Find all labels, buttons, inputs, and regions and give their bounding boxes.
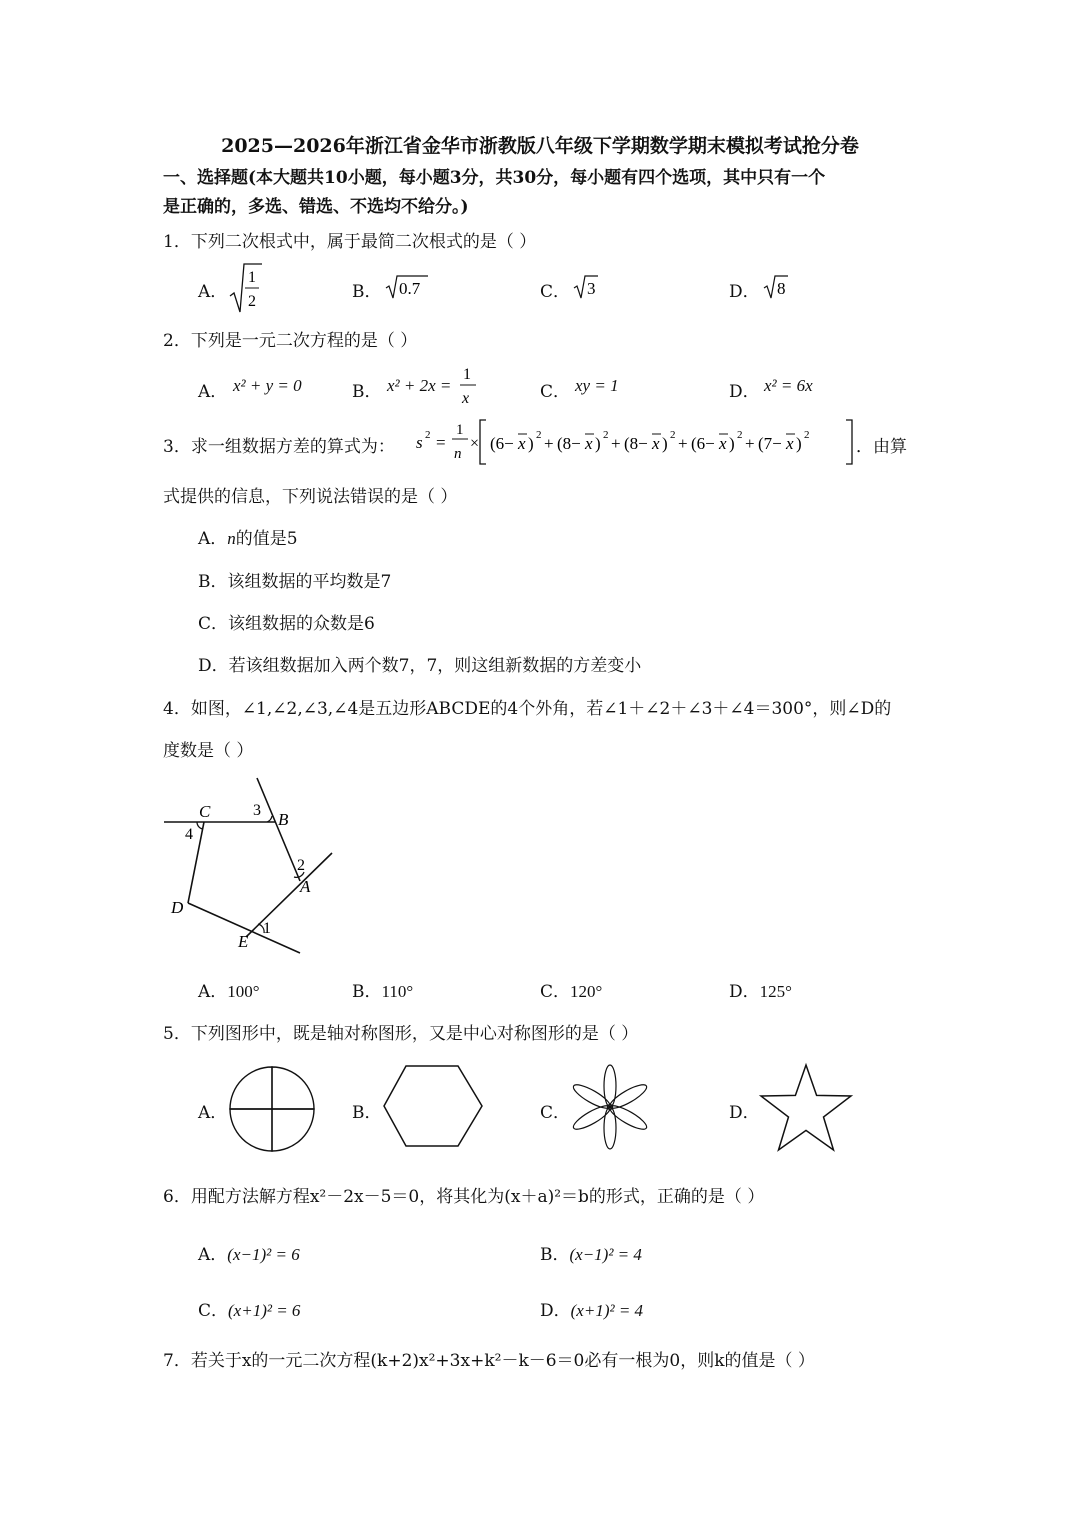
q6-option-d-math: (x+1)² = 4 — [570, 1301, 644, 1320]
question-5-stem: 5．下列图形中，既是轴对称图形，又是中心对称图形的是（ ） — [163, 1024, 639, 1044]
q6-option-b-label: B． — [540, 1245, 570, 1265]
q2-option-a-label: A． — [198, 382, 228, 402]
q6-option-b-math: (x−1)² = 4 — [569, 1245, 642, 1264]
svg-text:): ) — [796, 434, 802, 453]
question-4-stem-line2: 度数是（ ） — [163, 741, 254, 761]
svg-text:(6−: (6− — [490, 434, 514, 453]
q5-option-c-label: C． — [540, 1103, 571, 1123]
q4-option-d-value: 125° — [759, 982, 792, 1001]
q4-option-d — [729, 977, 792, 1002]
q2-option-c-math: xy = 1 — [575, 376, 619, 395]
svg-text:E: E — [238, 932, 249, 951]
svg-text:x: x — [786, 434, 794, 453]
q3-option-d-text: 若该组数据加入两个数7，7，则这组新数据的方差变小 — [228, 656, 642, 676]
svg-text:2: 2 — [603, 429, 609, 441]
svg-text:+: + — [611, 434, 621, 453]
svg-text:2: 2 — [804, 429, 810, 441]
q3-formula-svg — [414, 414, 874, 470]
q5-option-b-label: B． — [352, 1103, 382, 1123]
svg-text:): ) — [595, 434, 601, 453]
q4-option-b — [352, 977, 413, 1002]
q5-hexagon-figure — [382, 1064, 484, 1152]
q2-option-d-label: D． — [729, 382, 760, 402]
svg-text:): ) — [729, 434, 735, 453]
q1-option-c-math — [572, 272, 600, 306]
q4-option-d-label: D． — [729, 982, 760, 1002]
q6-option-b — [540, 1240, 642, 1265]
svg-text:x: x — [719, 434, 727, 453]
svg-text:(6−: (6− — [691, 434, 715, 453]
q1-option-d-label: D． — [729, 282, 760, 302]
q2-option-b-fraction — [458, 363, 478, 413]
svg-text:B: B — [278, 810, 289, 829]
svg-text:4: 4 — [185, 826, 193, 843]
q4-option-a-value: 100° — [227, 982, 260, 1001]
q6-option-c-math: (x+1)² = 6 — [228, 1301, 301, 1320]
q1-option-b-math — [384, 272, 430, 306]
q4-pentagon-figure — [160, 775, 340, 964]
q5-flower-figure — [567, 1064, 653, 1154]
svg-text:(8−: (8− — [557, 434, 581, 453]
q3-option-b — [198, 567, 391, 592]
q3-variance-formula — [414, 414, 874, 474]
q2-option-c-label: C． — [540, 382, 571, 402]
svg-text:A: A — [300, 877, 311, 896]
svg-text:×: × — [470, 435, 480, 452]
svg-text:+: + — [745, 434, 755, 453]
svg-text:8: 8 — [777, 279, 786, 298]
svg-text:(8−: (8− — [624, 434, 648, 453]
svg-text:=: = — [436, 433, 446, 452]
q3-option-c — [198, 609, 375, 634]
q2-option-b-lhs: x² + 2x = — [387, 376, 452, 395]
svg-text:2: 2 — [670, 429, 676, 441]
q4-option-a — [198, 977, 260, 1002]
q3-option-c-text: 该组数据的众数是6 — [228, 614, 375, 634]
q4-option-c-label: C． — [540, 982, 571, 1002]
q5-pinwheel-figure — [228, 1065, 318, 1159]
q6-option-a-math: (x−1)² = 6 — [227, 1245, 300, 1264]
question-6-stem: 6．用配方法解方程x²－2x－5＝0，将其化为(x＋a)²＝b的形式，正确的是（ ） — [163, 1187, 765, 1207]
q3-option-d — [198, 651, 641, 676]
svg-text:1: 1 — [456, 422, 464, 438]
svg-text:2: 2 — [248, 293, 256, 310]
q3-option-b-text: 该组数据的平均数是7 — [227, 572, 392, 592]
svg-text:2: 2 — [737, 429, 743, 441]
q3-option-a-text: 的值是5 — [235, 529, 298, 549]
q1-option-c-label: C． — [540, 282, 571, 302]
section-heading-line1: 一、选择题(本大题共10小题，每小题3分，共30分，每小题有四个选项，其中只有一个 — [163, 168, 826, 188]
svg-text:x: x — [652, 434, 660, 453]
svg-text:C: C — [199, 802, 211, 821]
q6-option-d — [540, 1296, 643, 1321]
svg-text:1: 1 — [263, 920, 271, 937]
svg-text:3: 3 — [587, 279, 596, 298]
q1-option-d-math — [762, 272, 790, 306]
q4-option-b-label: B． — [352, 982, 382, 1002]
q6-option-d-label: D． — [540, 1301, 571, 1321]
q4-option-c-value: 120° — [570, 982, 603, 1001]
q5-option-a-label: A． — [198, 1103, 228, 1123]
svg-text:+: + — [678, 434, 688, 453]
question-1-stem: 1．下列二次根式中，属于最简二次根式的是（ ） — [163, 232, 537, 252]
q5-option-d-label: D． — [729, 1103, 760, 1123]
q1-option-a-math — [228, 260, 264, 318]
q6-option-c-label: C． — [198, 1301, 229, 1321]
svg-text:): ) — [662, 434, 668, 453]
question-4-stem-line1: 4．如图，∠1,∠2,∠3,∠4是五边形ABCDE的4个外角，若∠1＋∠2＋∠3＋∠4＝300°，则∠D的 — [163, 699, 892, 719]
q2-option-b-label: B． — [352, 382, 382, 402]
svg-text:s: s — [416, 433, 423, 452]
svg-text:): ) — [528, 434, 534, 453]
q3-option-a — [198, 524, 298, 549]
svg-text:2: 2 — [425, 429, 431, 441]
svg-text:1: 1 — [463, 366, 471, 383]
q6-option-a — [198, 1240, 300, 1265]
q6-option-a-label: A． — [198, 1245, 228, 1265]
question-7-stem: 7．若关于x的一元二次方程(k+2)x²+3x+k²－k－6＝0必有一根为0，则k的值是（ ） — [163, 1351, 815, 1371]
svg-text:(7−: (7− — [758, 434, 782, 453]
svg-text:x: x — [518, 434, 526, 453]
svg-text:D: D — [171, 898, 184, 917]
svg-text:n: n — [454, 446, 462, 462]
svg-text:0.7: 0.7 — [399, 279, 421, 298]
q1-option-a-label: A． — [198, 282, 228, 302]
q3-option-a-label: A． — [198, 529, 228, 549]
page-title: 2025—2026年浙江省金华市浙教版八年级下学期数学期末模拟考试抢分卷 — [221, 135, 859, 157]
svg-text:2: 2 — [536, 429, 542, 441]
question-3-stem-suffix: ．由算 — [856, 437, 907, 457]
q1-option-b-label: B． — [352, 282, 382, 302]
svg-text:x: x — [462, 390, 470, 407]
question-3-stem-prefix: 3．求一组数据方差的算式为： — [163, 437, 395, 457]
q6-option-c — [198, 1296, 300, 1321]
q5-star-figure — [758, 1062, 854, 1158]
svg-text:+: + — [544, 434, 554, 453]
svg-text:x: x — [585, 434, 593, 453]
q3-option-d-label: D． — [198, 656, 229, 676]
svg-text:1: 1 — [248, 269, 256, 286]
q2-option-d-math: x² = 6x — [764, 376, 813, 395]
q3-option-a-var: n — [227, 529, 236, 548]
svg-text:2: 2 — [297, 857, 305, 874]
q3-option-b-label: B． — [198, 572, 228, 592]
q3-option-c-label: C． — [198, 614, 229, 634]
svg-text:3: 3 — [253, 802, 261, 819]
q2-option-a-math: x² + y = 0 — [233, 376, 302, 395]
section-heading-line2: 是正确的，多选、错选、不选均不给分。) — [163, 197, 469, 217]
question-3-stem-line2: 式提供的信息，下列说法错误的是（ ） — [163, 487, 458, 507]
q4-option-c — [540, 977, 602, 1002]
q4-option-a-label: A． — [198, 982, 228, 1002]
q4-option-b-value: 110° — [381, 982, 414, 1001]
question-2-stem: 2．下列是一元二次方程的是（ ） — [163, 331, 418, 351]
